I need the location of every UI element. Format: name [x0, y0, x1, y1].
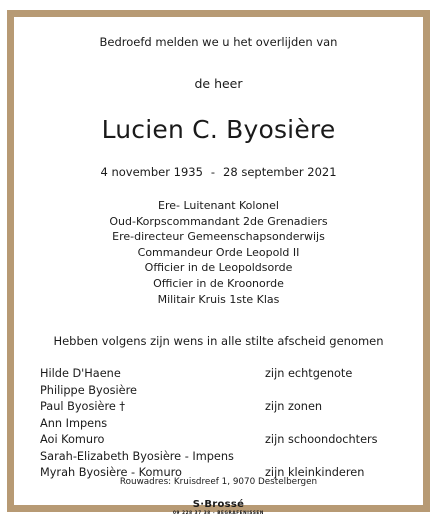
- family-name: Aoi Komuro: [40, 433, 105, 446]
- life-dates: [14, 165, 423, 179]
- title-line: Ere- Luitenant Kolonel: [158, 199, 279, 212]
- title-line: Officier in de Kroonorde: [153, 276, 284, 290]
- funeral-home-logo-mark: [173, 499, 264, 516]
- family-name: Philippe Byosière: [40, 383, 137, 397]
- title-line: Oud-Korpscommandant 2de Grenadiers: [109, 214, 328, 228]
- family-row: [40, 417, 410, 434]
- family-relation: zijn echtgenote: [265, 367, 353, 380]
- deceased-name: Lucien C. Byosière: [101, 115, 336, 144]
- family-row: [40, 400, 410, 417]
- family-relation: zijn kleinkinderen: [265, 466, 365, 479]
- family-list: [40, 367, 410, 483]
- honorary-titles: [14, 198, 423, 307]
- title-line: Militair Kruis 1ste Klas: [157, 292, 280, 306]
- obituary-card: [7, 10, 430, 515]
- date-separator: -: [210, 165, 216, 179]
- birth-date: 4 november 1935: [100, 165, 203, 179]
- salutation: de heer: [194, 76, 243, 91]
- title-line: Commandeur Orde Leopold II: [137, 245, 300, 259]
- family-name: Ann Impens: [40, 416, 108, 430]
- family-name: Sarah-Elizabeth Byosière - Impens: [40, 449, 234, 463]
- farewell-text: Hebben volgens zijn wens in alle stilte afscheid genomen: [53, 334, 384, 348]
- family-name: Paul Byosière †: [40, 400, 126, 413]
- family-relation: zijn zonen: [265, 400, 323, 413]
- family-name: Hilde D'Haene: [40, 367, 121, 380]
- family-row: [40, 433, 410, 450]
- family-relation: zijn schoondochters: [265, 433, 378, 446]
- family-name: Myrah Byosière - Komuro: [40, 466, 182, 479]
- funeral-home-logo: [14, 499, 423, 518]
- death-date: 28 september 2021: [223, 165, 337, 179]
- family-row: [40, 367, 410, 384]
- family-row: [40, 450, 410, 467]
- title-line: Ere-directeur Gemeenschapsonderwijs: [112, 230, 325, 244]
- intro-text: Bedroefd melden we u het overlijden van: [99, 35, 338, 49]
- family-row: [40, 384, 410, 401]
- logo-name: S·Brossé: [192, 499, 245, 510]
- title-line: Officier in de Leopoldsorde: [144, 261, 293, 275]
- mourning-address: Rouwadres: Kruisdreef 1, 9070 Destelbergen: [119, 477, 318, 487]
- logo-subline: 09 228 37 38 - BEGRAFENISSEN: [173, 510, 264, 515]
